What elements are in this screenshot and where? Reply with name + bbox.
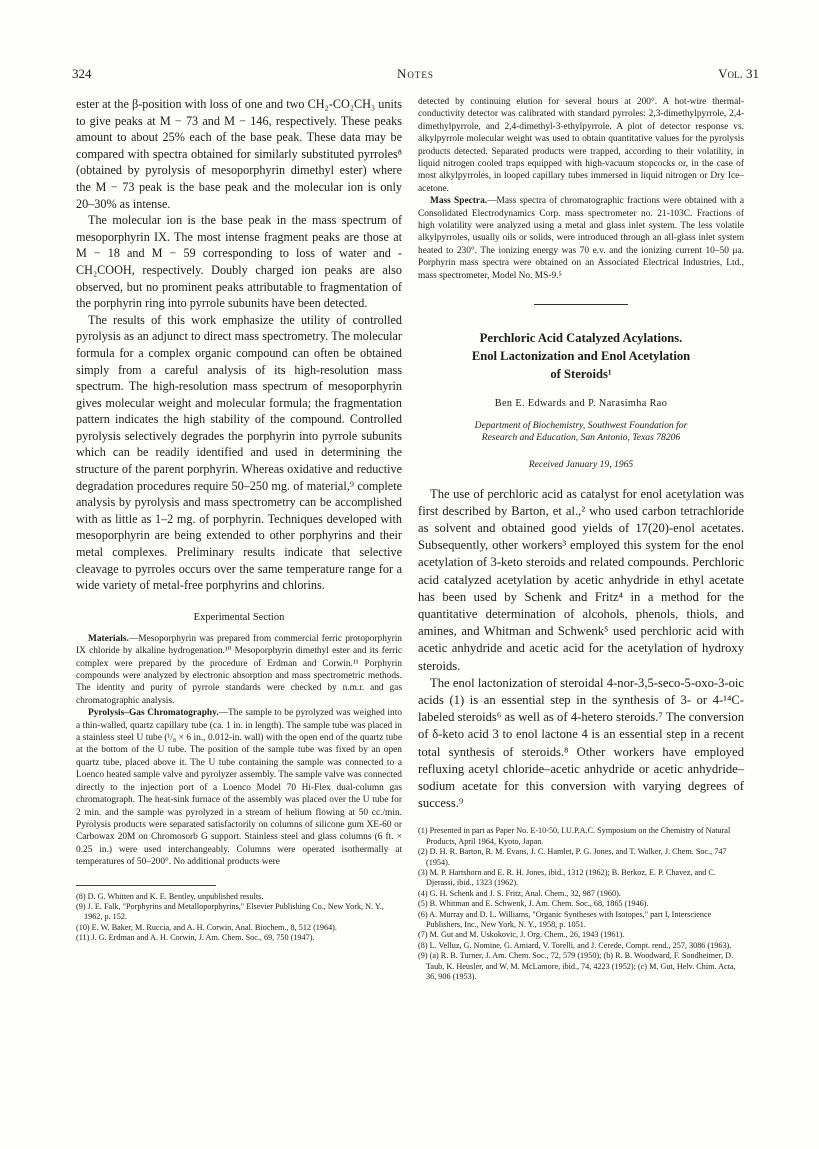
paragraph: The molecular ion is the base peak in the mass spectrum of mesoporphyrin IX. The most intense fragment peaks are those at M − 18 and M − 59 corresponding to loss of water and -CH₂COOH, respectively. Doubly charged ion peaks are also observed, but no prominent peaks attributable to fragmentation of the porphyrin ring into pyrrole subunits have been detected. <box>76 213 402 311</box>
run-in-heading: Pyrolysis–Gas Chromatography. <box>88 708 219 719</box>
paragraph-text: —Mesoporphyrin was prepared from commercial ferric protoporphyrin IX chloride by alkaline hydrogenation.¹⁰ Mesoporphyrin dimethyl ester and its ferric complex were prepared by the procedure of Erdman and Corwin.¹¹ Porphyrin compounds were analyzed by electronic absorption and mass spectrometric methods. The identity and purity of pyrrole standards were checked by n.m.r. and gas chromatographic analysis. <box>76 633 402 706</box>
article-title <box>418 329 744 383</box>
running-head: Notes <box>397 66 434 81</box>
footnote: (1) Presented in part as Paper No. E-10-50, I.U.P.A.C. Symposium on the Chemistry of Natural Products, April 1964, Kyoto, Japan. <box>418 826 731 846</box>
authors: Ben E. Edwards and P. Narasimha Rao <box>494 398 668 410</box>
run-in-heading: Materials. <box>88 633 129 644</box>
volume-label: Vol. 31 <box>718 66 759 81</box>
paragraph: The use of perchloric acid as catalyst for enol acetylation was first described by Barton, et al.,² who used carbon tetrachloride as solvent and obtained good yields of 17(20)-enol acetates. Subsequently, other workers³ employed this system for the enol acetylation of 3-keto steroids and related compounds. Perchloric acid catalyzed acetylation by acetic anhydride in ethyl acetate has been used by Schenk and Fritz⁴ in a method for the quantitative determination of alcohols, phenols, thiols, and amines, and Whitman and Schwenk⁵ used perchloric acid with acetic anhydride and acetic acid for the acetylation of hydroxy steroids. <box>418 486 744 673</box>
footnote: (4) G. H. Schenk and J. S. Fritz, Anal. Chem., 32, 987 (1960). <box>418 888 621 898</box>
footnote: (2) D. H. R. Barton, R. M. Evans, J. C. Hamlet, P. G. Jones, and T. Walker, J. Chem. Soc., 747 (1954). <box>418 847 727 867</box>
footnote: (8) L. Velluz, G. Nomine, G. Amiard, V. Torelli, and J. Cerede, Compt. rend., 257, 3086 (1963). <box>418 940 732 950</box>
affiliation-line: Department of Biochemistry, Southwest Foundation for <box>474 420 688 432</box>
footnote: (10) E. W. Baker, M. Ruccia, and A. H. Corwin, Anal. Biochem., 8, 512 (1964). <box>76 922 337 932</box>
page-number: 324 <box>72 66 92 81</box>
title-line: Perchloric Acid Catalyzed Acylations. <box>479 331 683 346</box>
footnote: (11) J. G. Erdman and A. H. Corwin, J. Am. Chem. Soc., 69, 750 (1947). <box>76 933 315 943</box>
left-column <box>76 96 402 944</box>
materials-paragraph <box>76 633 402 707</box>
article-divider <box>534 304 628 305</box>
title-line: Enol Lactonization and Enol Acetylation <box>471 349 691 364</box>
received-date: Received January 19, 1965 <box>528 458 634 470</box>
paragraph: ester at the β-position with loss of one and two CH₂-CO₂CH₃ units to give peaks at M − 73 and M − 146, respectively. These peaks amount to about 25% each of the base peak. These data may be compared with spectra obtained for similarly substituted pyrroles⁸ (obtained by pyrolysis of mesoporphyrin dimethyl ester) where the M − 73 peak is the base peak and the molecular ion is only 20–30% as intense. <box>76 97 402 211</box>
affiliation <box>418 420 744 444</box>
paragraph-text: —Mass spectra of chromatographic fractions were obtained with a Consolidated Electrodynamics Corp. mass spectrometer no. 21-103C. Fractions of high volatility were analyzed using a metal and glass inlet system. The less volatile alkylpyrroles, usually oils or solids, were introduced through an all-glass inlet system heated to 230°. The ionizing energy was 70 e.v. and the ionizing current 10–50 μa. Porphyrin mass spectra were obtained on an Associated Electrical Industries, Ltd., mass spectrometer, Model No. MS-9.⁵ <box>418 196 744 281</box>
footnote: (7) M. Gut and M. Uskokovic, J. Org. Chem., 26, 1943 (1961). <box>418 930 625 940</box>
mass-spectra-paragraph <box>418 195 744 282</box>
footnotes <box>418 826 744 982</box>
paragraph-text: —The sample to be pyrolyzed was weighed into a thin-walled, quartz capillary tube (ca. 1 in. in length). The sample tube was placed in a stainless steel U tube (¹/₈ × 6 in., 0.012-in. wall) with the open end of the quartz tube at the bottom of the U tube. The position of the sample tube was fixed by an open quartz tube, placed above it. The U tube containing the sample was connected to a Loenco heated sample valve and pyrolyzer assembly. The sample valve was connected directly to the injection port of a Loenco Model 70 Hi-Flex dual-column gas chromatograph. The heat-sink furnace of the assembly was placed over the U tube for 2 min. and the sample was pyrolyzed in a stream of helium flowing at 50 cc./min. Pyrolysis products were separated satisfactorily on columns of silicone gum XE-60 or Carbowax 20M on Chromosorb G support. Stainless steel and glass columns (6 ft. × 0.25 in.) were used interchangeably. Columns were operated isothermally at temperatures of 50–200°. No additional products were <box>76 708 402 868</box>
footnote: (9) (a) R. B. Turner, J. Am. Chem. Soc., 72, 579 (1950); (b) R. B. Woodward, F. Sondheimer, D. Taub, K. Heusler, and W. M. McLamore, ibid., 74, 4223 (1952); (c) M. Gut, Helv. Chim. Acta, 36, 906 (1953). <box>418 951 736 982</box>
page-header <box>72 66 759 84</box>
right-column <box>418 96 744 982</box>
footnote: (8) D. G. Whitten and K. E. Bentley, unpublished results. <box>76 891 264 901</box>
affiliation-line: Research and Education, San Antonio, Texas 78206 <box>481 432 681 444</box>
title-line: of Steroids¹ <box>550 367 612 382</box>
footnote: (5) B. Whitman and E. Schwenk, J. Am. Chem. Soc., 68, 1865 (1946). <box>418 899 649 909</box>
footnote: (3) M. P. Hartshorn and E. R. H. Jones, ibid., 1312 (1962); B. Berkoz, E. P. Chavez, and C. Djerassi, ibid., 1323 (1962). <box>418 867 716 888</box>
paragraph: detected by continuing elution for several hours at 200°. A hot-wire thermal-conductivity detector was calibrated with standard pyrroles: 2,3-dimethylpyrrole, 2,4-dimethylpyrrole, and 2,4-dimethyl-3-ethylpyrrole. A plot of detector response vs. alkylpyrrole molecular weight was used to obtain quantitative values for the pyrolysis products detected. Separated products were trapped, according to their volatility, in liquid nitrogen cooled traps equipped with high-vacuum stopcocks or, in the case of most alkylpyrroles, in looped capillary tubes immersed in liquid nitrogen or Dry Ice–acetone. <box>418 97 744 194</box>
paragraph: The results of this work emphasize the utility of controlled pyrolysis as an adjunct to direct mass spectrometry. The molecular formula for a complex organic compound can often be obtained simply from a careful analysis of its high-resolution mass spectrum. The high-resolution mass spectrum of mesoporphyrin gives molecular weight and molecular formula; the fragmentation pattern indicates the high stability of the compound. Controlled pyrolysis selectively degrades the porphyrin into pyrrole subunits which can be readily identified and used in determining the structure of the parent porphyrin. Whereas oxidative and reductive degradation procedures require 50–250 mg. of material,⁹ complete analysis by pyrolysis and mass spectrometry can be accomplished with as little as 1–2 mg. of porphyrin. Techniques developed with mesoporphyrin are being extended to other porphyrins and their metal complexes. Preliminary results indicate that selective cleavage to pyrroles occurs over the same temperature range for a wide variety of metal-free porphyrins and chlorins. <box>76 312 402 593</box>
footnote: (9) J. E. Falk, "Porphyrins and Metalloporphyrins," Elsevier Publishing Co., New York, N. Y., 1962, p. 152. <box>76 901 384 922</box>
pyrolysis-paragraph <box>76 707 402 868</box>
footnote-rule <box>76 885 216 886</box>
run-in-heading: Mass Spectra. <box>430 196 488 207</box>
section-heading: Experimental Section <box>193 611 285 623</box>
footnotes <box>76 892 402 944</box>
paragraph: The enol lactonization of steroidal 4-nor-3,5-seco-5-oxo-3-oic acids (1) is an essential step in the synthesis of 3- or 4-¹⁴C-labeled steroids⁶ as well as of 4-hetero steroids.⁷ The conversion of δ-keto acid 3 to enol lactone 4 is an essential step in a recent total synthesis of steroids.⁸ Other workers have employed refluxing acetyl chloride–acetic anhydride or acetic anhydride–sodium acetate for this conversion with varying degrees of success.⁹ <box>418 675 744 811</box>
footnote: (6) A. Murray and D. L. Williams, "Organic Syntheses with Isotopes," part I, Interscience Publishers, Inc., New York, N. Y., 1958, p. 1051. <box>418 909 712 930</box>
